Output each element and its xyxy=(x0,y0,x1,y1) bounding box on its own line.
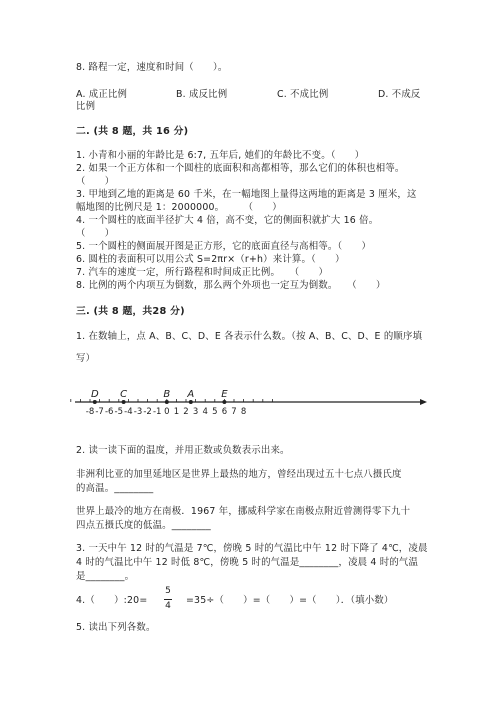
q3-line3: 是________。 xyxy=(76,571,135,582)
q5-text: 5. 读出下列各数。 xyxy=(76,622,156,633)
section2-item: 6. 圆柱的表面积可以用公式 S=2πr×（r+h）来计算。（ ） xyxy=(76,254,345,265)
section2-item: 幅地图的比例尺是 1：2000000。 （ ） xyxy=(76,202,282,213)
para2-line1: 世界上最冷的地方在南极．1967 年，挪威科学家在南极点附近曾测得零下九十 xyxy=(76,506,411,517)
q4-fraction-numerator: 5 xyxy=(165,586,171,596)
point-dot xyxy=(165,400,169,404)
q1-text-line1: 1. 在数轴上，点 A、B、C、D、E 各表示什么数。（按 A、B、C、D、E 的顺序填 xyxy=(76,331,423,342)
q8-option-a[interactable]: A. 成正比例 xyxy=(76,89,128,100)
tick-label: 8 xyxy=(240,407,247,417)
point-label: C xyxy=(120,389,128,400)
q2-text: 2. 读一读下面的温度，并用正数或负数表示出来。 xyxy=(76,445,290,456)
section3-title: 三. (共 8 题，共28 分) xyxy=(76,306,185,317)
section2-item: （ ） xyxy=(76,228,115,239)
tick-label: -4 xyxy=(124,407,133,417)
section2-item: 4. 一个圆柱的底面半径扩大 4 倍，高不变，它的侧面积就扩大 16 倍。 xyxy=(76,215,379,226)
q4-part-b: =35÷（ ）=（ ）=（ ）．（填小数） xyxy=(186,595,394,606)
tick-label: -1 xyxy=(152,407,162,417)
q3-line2: 4 时的气温比中午 12 时低 8℃，傍晚 5 时的气温是________，凌晨 4 时的气温 xyxy=(76,557,419,568)
tick-label: 7 xyxy=(231,407,237,417)
point-label: E xyxy=(221,389,228,400)
q4-fraction-denominator: 4 xyxy=(165,601,171,611)
tick-label: 4 xyxy=(202,407,208,417)
q8-option-b[interactable]: B. 成反比例 xyxy=(176,89,228,100)
point-label: D xyxy=(90,389,99,400)
q8-option-c[interactable]: C. 不成比例 xyxy=(277,89,329,100)
tick-label: 5 xyxy=(212,407,218,417)
section2-title: 二. (共 8 题，共 16 分) xyxy=(76,126,189,137)
q8-option-d[interactable]: D. 不成反 xyxy=(378,89,421,100)
tick-label: 0 xyxy=(164,407,170,417)
point-dot xyxy=(122,400,126,404)
point-dot xyxy=(93,400,97,404)
tick-label: -8 xyxy=(85,407,95,417)
q8-option-d-wrap: 比例 xyxy=(76,101,96,112)
section2-item: 7. 汽车的速度一定，所行路程和时间成正比例。 （ ） xyxy=(76,267,329,278)
tick-label: -6 xyxy=(104,407,114,417)
para1-line2: 的高温。________ xyxy=(76,483,154,494)
point-dot xyxy=(222,400,226,404)
section2-item: （ ） xyxy=(76,176,115,187)
tick-label: -5 xyxy=(114,407,124,417)
tick-label: -2 xyxy=(143,407,152,417)
tick-label: -3 xyxy=(133,407,143,417)
section2-item: 5. 一个圆柱的侧面展开图是正方形，它的底面直径与高相等。（ ） xyxy=(76,241,372,252)
q3-line1: 3. 一天中午 12 时的气温是 7℃，傍晚 5 时的气温比中午 12 时下降了 4℃，凌晨 xyxy=(76,543,428,554)
section2-item: 2. 如果一个正方体和一个圆柱的底面积和高都相等，那么它们的体积也相等。 xyxy=(76,163,405,174)
q4-part-a: 4.（ ）:20= xyxy=(76,595,148,606)
q8-stem: 8. 路程一定，速度和时间（ ）。 xyxy=(76,62,228,73)
point-label: B xyxy=(163,389,171,400)
para2-line2: 四点五摄氏度的低温。________ xyxy=(76,520,211,531)
point-dot xyxy=(189,400,193,404)
point-label: A xyxy=(187,389,195,400)
tick-label: 1 xyxy=(173,407,180,417)
q1-text-line2: 写） xyxy=(76,353,96,364)
section2-item: 3. 甲地到乙地的距离是 60 千米，在一幅地图上量得这两地的距离是 3 厘米，这 xyxy=(76,189,417,200)
section2-item: 8. 比例的两个内项互为倒数，那么两个外项也一定互为倒数。 （ ） xyxy=(76,280,386,291)
tick-label: 3 xyxy=(192,407,199,417)
number-line-arrow-icon xyxy=(420,399,427,405)
number-line xyxy=(70,380,430,420)
tick-label: 6 xyxy=(221,407,228,417)
q4-fraction-bar xyxy=(164,599,172,600)
tick-label: 2 xyxy=(183,407,189,417)
section2-item: 1. 小青和小丽的年龄比是 6:7, 五年后, 她们的年龄比不变。（ ） xyxy=(76,150,365,161)
para1-line1: 非洲利比亚的加里延地区是世界上最热的地方，曾经出现过五十七点八摄氏度 xyxy=(76,469,402,480)
tick-label: -7 xyxy=(95,407,104,417)
